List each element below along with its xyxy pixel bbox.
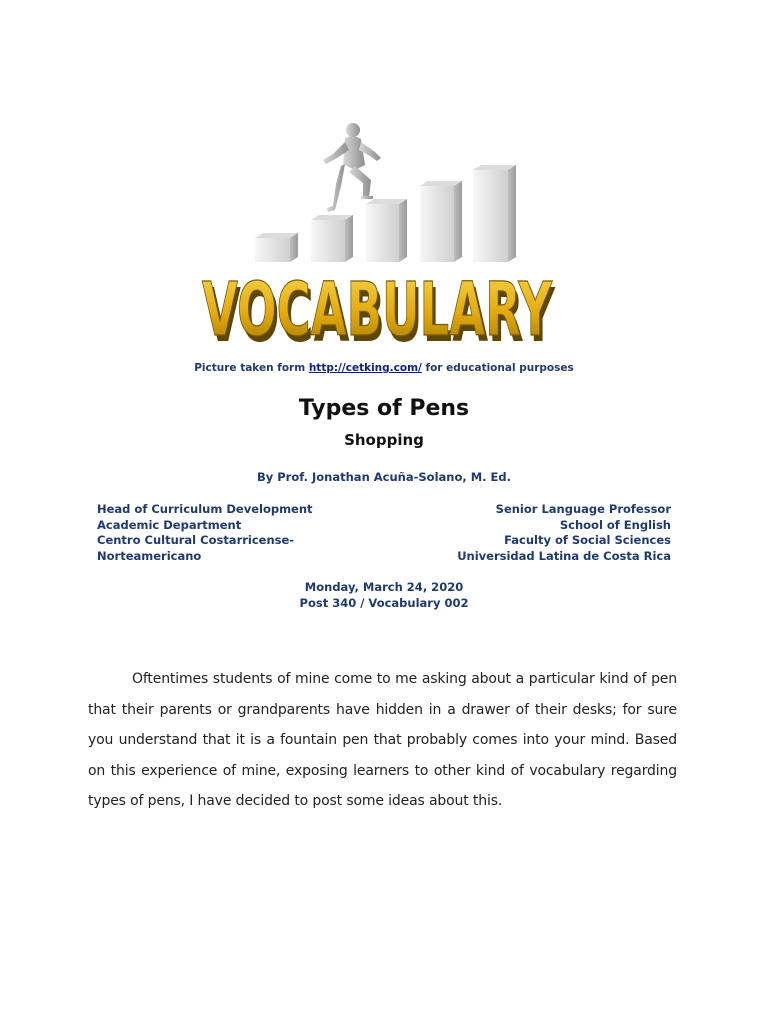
body-paragraph: Oftentimes students of mine come to me asking about a particular kind of pen that their parents or grandparents have hidden in a drawer of their desks; for sure you understand that it is a fountain pen that probably comes into your mind. Based on this experience of mine, exposing learners to other kind of vocabulary regarding types of pens, I have decided to post some ideas about this.	[88, 671, 677, 809]
source-link[interactable]: http://cetking.com/	[308, 362, 422, 374]
document-title: Types of Pens	[298, 396, 470, 421]
climbing-figure	[323, 123, 381, 212]
affiliation-right-line: Universidad Latina de Costa Rica	[457, 548, 671, 563]
bar-2	[311, 215, 353, 262]
bar-3	[366, 199, 407, 262]
affiliation-right	[457, 502, 671, 564]
caption-suffix: for educational purposes	[421, 362, 574, 374]
affiliation-left	[97, 502, 313, 564]
image-caption	[0, 362, 768, 374]
affiliation-left-line: Norteamericano	[97, 548, 202, 563]
affiliation-left-line: Head of Curriculum Development	[97, 502, 313, 516]
affiliation-left-line: Centro Cultural Costarricense-	[97, 533, 295, 547]
caption-prefix: Picture taken form	[194, 362, 309, 374]
bar-5	[473, 165, 516, 262]
vocabulary-logo-text-front: VOCABULARY	[202, 267, 553, 345]
bar-4	[420, 181, 462, 262]
affiliation-right-line: Faculty of Social Sciences	[504, 533, 671, 547]
affiliation-left-line: Academic Department	[97, 517, 242, 532]
affiliation-right-line: Senior Language Professor	[495, 502, 671, 516]
vocabulary-logo-text: VOCABULARY	[205, 273, 556, 345]
document-subtitle: Shopping	[344, 431, 424, 449]
post-date: Monday, March 24, 2020	[304, 580, 464, 594]
bar-1	[255, 233, 298, 262]
vocabulary-hero-image	[195, 120, 560, 345]
affiliation-right-line: School of English	[559, 517, 671, 532]
post-number: Post 340 / Vocabulary 002	[299, 595, 469, 610]
post-info	[0, 580, 768, 611]
author-byline: By Prof. Jonathan Acuña-Solano, M. Ed.	[256, 470, 512, 484]
